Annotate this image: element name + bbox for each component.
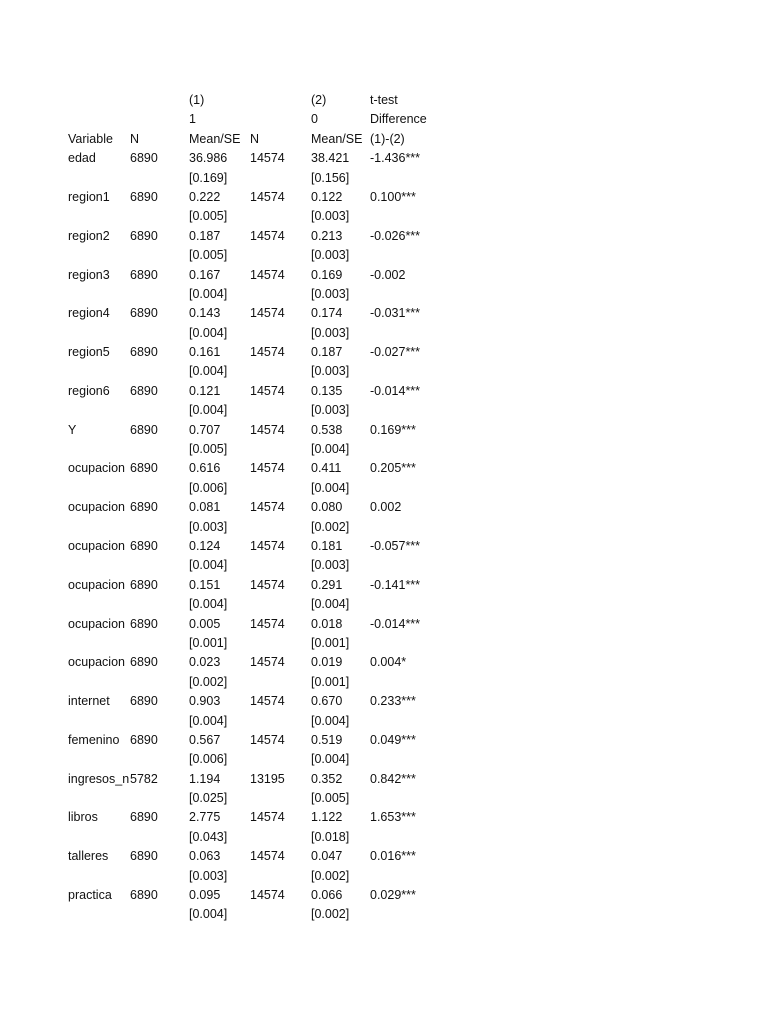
se-group-1: [0.005] — [189, 248, 228, 263]
se-group-1: [0.003] — [189, 519, 228, 534]
n-group-2: 14574 — [250, 306, 285, 321]
mean-group-1: 0.151 — [189, 577, 221, 592]
mean-group-1: 0.903 — [189, 694, 221, 709]
n-group-1: 6890 — [130, 267, 158, 282]
variable-name: region6 — [68, 383, 110, 398]
se-group-1: [0.004] — [189, 907, 228, 922]
n-group-1: 5782 — [130, 771, 158, 786]
difference-value: 0.205*** — [370, 461, 416, 476]
header-difference: Difference — [370, 112, 427, 127]
mean-group-2: 0.174 — [311, 306, 343, 321]
table-row — [0, 149, 768, 168]
header-difference: (1)-(2) — [370, 131, 405, 146]
balance-table — [0, 91, 768, 925]
mean-group-2: 0.047 — [311, 849, 343, 864]
mean-group-2: 0.213 — [311, 228, 343, 243]
mean-group-2: 0.411 — [311, 461, 342, 476]
variable-name: region4 — [68, 306, 110, 321]
se-group-1: [0.006] — [189, 752, 228, 767]
n-group-1: 6890 — [130, 461, 158, 476]
mean-group-2: 0.080 — [311, 500, 343, 515]
se-group-1: [0.005] — [189, 209, 228, 224]
table-row-se — [0, 362, 768, 381]
n-group-2: 14574 — [250, 422, 285, 437]
n-group-2: 14574 — [250, 655, 285, 670]
header-mean-se-2: Mean/SE — [311, 131, 363, 146]
difference-value: -0.026*** — [370, 228, 421, 243]
table-row-se — [0, 324, 768, 343]
mean-group-2: 1.122 — [311, 810, 343, 825]
se-group-1: [0.043] — [189, 829, 228, 844]
table-row — [0, 731, 768, 750]
mean-group-1: 0.005 — [189, 616, 221, 631]
n-group-1: 6890 — [130, 577, 158, 592]
mean-group-1: 0.124 — [189, 538, 221, 553]
n-group-1: 6890 — [130, 422, 158, 437]
se-group-1: [0.004] — [189, 713, 228, 728]
variable-name: region2 — [68, 228, 110, 243]
difference-value: 0.100*** — [370, 189, 416, 204]
variable-name: ocupacion — [68, 577, 125, 592]
variable-name: region5 — [68, 345, 110, 360]
mean-group-1: 0.567 — [189, 732, 221, 747]
table-row — [0, 692, 768, 711]
se-group-1: [0.169] — [189, 170, 228, 185]
difference-value: -0.031*** — [370, 306, 421, 321]
se-group-1: [0.025] — [189, 791, 228, 806]
n-group-2: 14574 — [250, 538, 285, 553]
header-mean-se-1: Mean/SE — [189, 131, 241, 146]
se-group-1: [0.004] — [189, 286, 228, 301]
n-group-2: 13195 — [250, 771, 285, 786]
n-group-2: 14574 — [250, 267, 285, 282]
table-row-se — [0, 440, 768, 459]
table-row — [0, 847, 768, 866]
n-group-1: 6890 — [130, 655, 158, 670]
se-group-2: [0.018] — [311, 829, 350, 844]
table-row-se — [0, 169, 768, 188]
se-group-2: [0.003] — [311, 248, 350, 263]
mean-group-1: 0.161 — [189, 345, 221, 360]
header-line-row1 — [0, 91, 768, 110]
difference-value: -0.057*** — [370, 538, 421, 553]
mean-group-1: 0.081 — [189, 500, 221, 515]
difference-value: -0.027*** — [370, 345, 421, 360]
table-row-se — [0, 634, 768, 653]
se-group-2: [0.004] — [311, 597, 350, 612]
se-group-1: [0.001] — [189, 635, 228, 650]
table-row-se — [0, 905, 768, 924]
n-group-1: 6890 — [130, 888, 158, 903]
difference-value: 0.169*** — [370, 422, 416, 437]
table-row-se — [0, 479, 768, 498]
se-group-2: [0.156] — [311, 170, 350, 185]
n-group-2: 14574 — [250, 732, 285, 747]
difference-value: -0.014*** — [370, 383, 421, 398]
header-mean-se-2: (2) — [311, 93, 327, 107]
table-row-se — [0, 595, 768, 614]
n-group-1: 6890 — [130, 810, 158, 825]
n-group-1: 6890 — [130, 228, 158, 243]
mean-group-1: 1.194 — [189, 771, 221, 786]
table-row — [0, 537, 768, 556]
table-row — [0, 576, 768, 595]
se-group-1: [0.005] — [189, 442, 228, 457]
table-row-se — [0, 750, 768, 769]
variable-name: femenino — [68, 732, 120, 747]
mean-group-2: 0.519 — [311, 732, 343, 747]
header-line-row3 — [0, 130, 768, 149]
mean-group-2: 38.421 — [311, 151, 350, 166]
n-group-2: 14574 — [250, 228, 285, 243]
se-group-2: [0.002] — [311, 519, 350, 534]
table-row — [0, 266, 768, 285]
n-group-1: 6890 — [130, 538, 158, 553]
header-mean-se-1: 1 — [189, 112, 196, 127]
variable-name: edad — [68, 151, 96, 166]
se-group-2: [0.001] — [311, 635, 350, 650]
mean-group-2: 0.066 — [311, 888, 343, 903]
se-group-1: [0.004] — [189, 403, 228, 418]
mean-group-1: 0.095 — [189, 888, 221, 903]
mean-group-1: 0.222 — [189, 189, 221, 204]
mean-group-1: 0.023 — [189, 655, 221, 670]
n-group-2: 14574 — [250, 694, 285, 709]
n-group-1: 6890 — [130, 306, 158, 321]
variable-name: internet — [68, 694, 110, 709]
n-group-2: 14574 — [250, 810, 285, 825]
se-group-2: [0.003] — [311, 403, 350, 418]
se-group-1: [0.004] — [189, 364, 228, 379]
se-group-2: [0.004] — [311, 480, 350, 495]
se-group-2: [0.003] — [311, 325, 350, 340]
difference-value: 0.029*** — [370, 888, 416, 903]
se-group-2: [0.004] — [311, 442, 350, 457]
variable-name: libros — [68, 810, 98, 825]
mean-group-2: 0.018 — [311, 616, 343, 631]
se-group-2: [0.003] — [311, 558, 350, 573]
mean-group-2: 0.181 — [311, 538, 343, 553]
table-row-se — [0, 246, 768, 265]
mean-group-1: 0.143 — [189, 306, 221, 321]
difference-value: 0.002 — [370, 500, 402, 515]
table-row — [0, 615, 768, 634]
n-group-2: 14574 — [250, 500, 285, 515]
mean-group-2: 0.538 — [311, 422, 343, 437]
table-row-se — [0, 518, 768, 537]
mean-group-2: 0.019 — [311, 655, 343, 670]
table-row-se — [0, 556, 768, 575]
n-group-1: 6890 — [130, 849, 158, 864]
variable-name: practica — [68, 888, 112, 903]
se-group-2: [0.003] — [311, 286, 350, 301]
difference-value: 1.653*** — [370, 810, 416, 825]
table-row — [0, 498, 768, 517]
n-group-2: 14574 — [250, 345, 285, 360]
se-group-2: [0.003] — [311, 209, 350, 224]
n-group-2: 14574 — [250, 849, 285, 864]
table-row — [0, 421, 768, 440]
table-row-se — [0, 867, 768, 886]
se-group-2: [0.004] — [311, 752, 350, 767]
mean-group-1: 0.121 — [189, 383, 221, 398]
variable-name: ocupacion — [68, 616, 125, 631]
n-group-1: 6890 — [130, 383, 158, 398]
difference-value: -0.002 — [370, 267, 406, 282]
variable-name: ocupacion — [68, 461, 125, 476]
table-row — [0, 227, 768, 246]
table-row — [0, 382, 768, 401]
mean-group-1: 0.187 — [189, 228, 221, 243]
table-row — [0, 653, 768, 672]
difference-value: 0.049*** — [370, 732, 416, 747]
table-row-se — [0, 789, 768, 808]
se-group-1: [0.006] — [189, 480, 228, 495]
table-row-se — [0, 401, 768, 420]
se-group-2: [0.001] — [311, 674, 350, 689]
se-group-1: [0.004] — [189, 597, 228, 612]
difference-value: -1.436*** — [370, 151, 421, 166]
variable-name: ocupacion — [68, 500, 125, 515]
se-group-2: [0.002] — [311, 907, 350, 922]
header-line-row2 — [0, 110, 768, 129]
table-row-se — [0, 285, 768, 304]
difference-value: 0.016*** — [370, 849, 416, 864]
mean-group-1: 2.775 — [189, 810, 221, 825]
mean-group-2: 0.187 — [311, 345, 343, 360]
variable-name: Y — [68, 422, 77, 437]
n-group-1: 6890 — [130, 151, 158, 166]
table-row — [0, 808, 768, 827]
header-variable: Variable — [68, 131, 113, 146]
mean-group-2: 0.169 — [311, 267, 343, 282]
header-n1: N — [130, 131, 140, 146]
table-row — [0, 886, 768, 905]
header-difference: t-test — [370, 93, 398, 107]
difference-value: 0.842*** — [370, 771, 416, 786]
n-group-2: 14574 — [250, 189, 285, 204]
mean-group-2: 0.291 — [311, 577, 343, 592]
se-group-1: [0.002] — [189, 674, 228, 689]
table-row — [0, 770, 768, 789]
n-group-1: 6890 — [130, 732, 158, 747]
n-group-2: 14574 — [250, 461, 285, 476]
table-row — [0, 459, 768, 478]
mean-group-1: 0.167 — [189, 267, 221, 282]
variable-name: region3 — [68, 267, 110, 282]
header-mean-se-2: 0 — [311, 112, 318, 127]
difference-value: 0.233*** — [370, 694, 416, 709]
difference-value: 0.004* — [370, 655, 407, 670]
table-row-se — [0, 207, 768, 226]
se-group-2: [0.004] — [311, 713, 350, 728]
table-row — [0, 343, 768, 362]
mean-group-1: 0.707 — [189, 422, 221, 437]
se-group-1: [0.004] — [189, 325, 228, 340]
n-group-1: 6890 — [130, 616, 158, 631]
difference-value: -0.141*** — [370, 577, 421, 592]
variable-name: region1 — [68, 189, 110, 204]
n-group-1: 6890 — [130, 500, 158, 515]
n-group-2: 14574 — [250, 383, 285, 398]
header-mean-se-1: (1) — [189, 93, 205, 107]
se-group-2: [0.003] — [311, 364, 350, 379]
se-group-2: [0.002] — [311, 868, 350, 883]
table-row — [0, 188, 768, 207]
se-group-1: [0.003] — [189, 868, 228, 883]
mean-group-1: 36.986 — [189, 151, 228, 166]
se-group-1: [0.004] — [189, 558, 228, 573]
n-group-2: 14574 — [250, 151, 285, 166]
table-row-se — [0, 712, 768, 731]
n-group-2: 14574 — [250, 616, 285, 631]
header-n2: N — [250, 131, 260, 146]
variable-name: ocupacion — [68, 655, 125, 670]
mean-group-2: 0.122 — [311, 189, 343, 204]
mean-group-2: 0.670 — [311, 694, 343, 709]
n-group-1: 6890 — [130, 345, 158, 360]
n-group-1: 6890 — [130, 189, 158, 204]
n-group-2: 14574 — [250, 888, 285, 903]
variable-name: ocupacion — [68, 538, 125, 553]
variable-name: ingresos_n — [68, 771, 130, 786]
se-group-2: [0.005] — [311, 791, 350, 806]
mean-group-1: 0.616 — [189, 461, 221, 476]
variable-name: talleres — [68, 849, 109, 864]
table-row-se — [0, 828, 768, 847]
mean-group-2: 0.352 — [311, 771, 343, 786]
difference-value: -0.014*** — [370, 616, 421, 631]
table-row-se — [0, 673, 768, 692]
mean-group-2: 0.135 — [311, 383, 343, 398]
n-group-1: 6890 — [130, 694, 158, 709]
mean-group-1: 0.063 — [189, 849, 221, 864]
n-group-2: 14574 — [250, 577, 285, 592]
table-row — [0, 304, 768, 323]
